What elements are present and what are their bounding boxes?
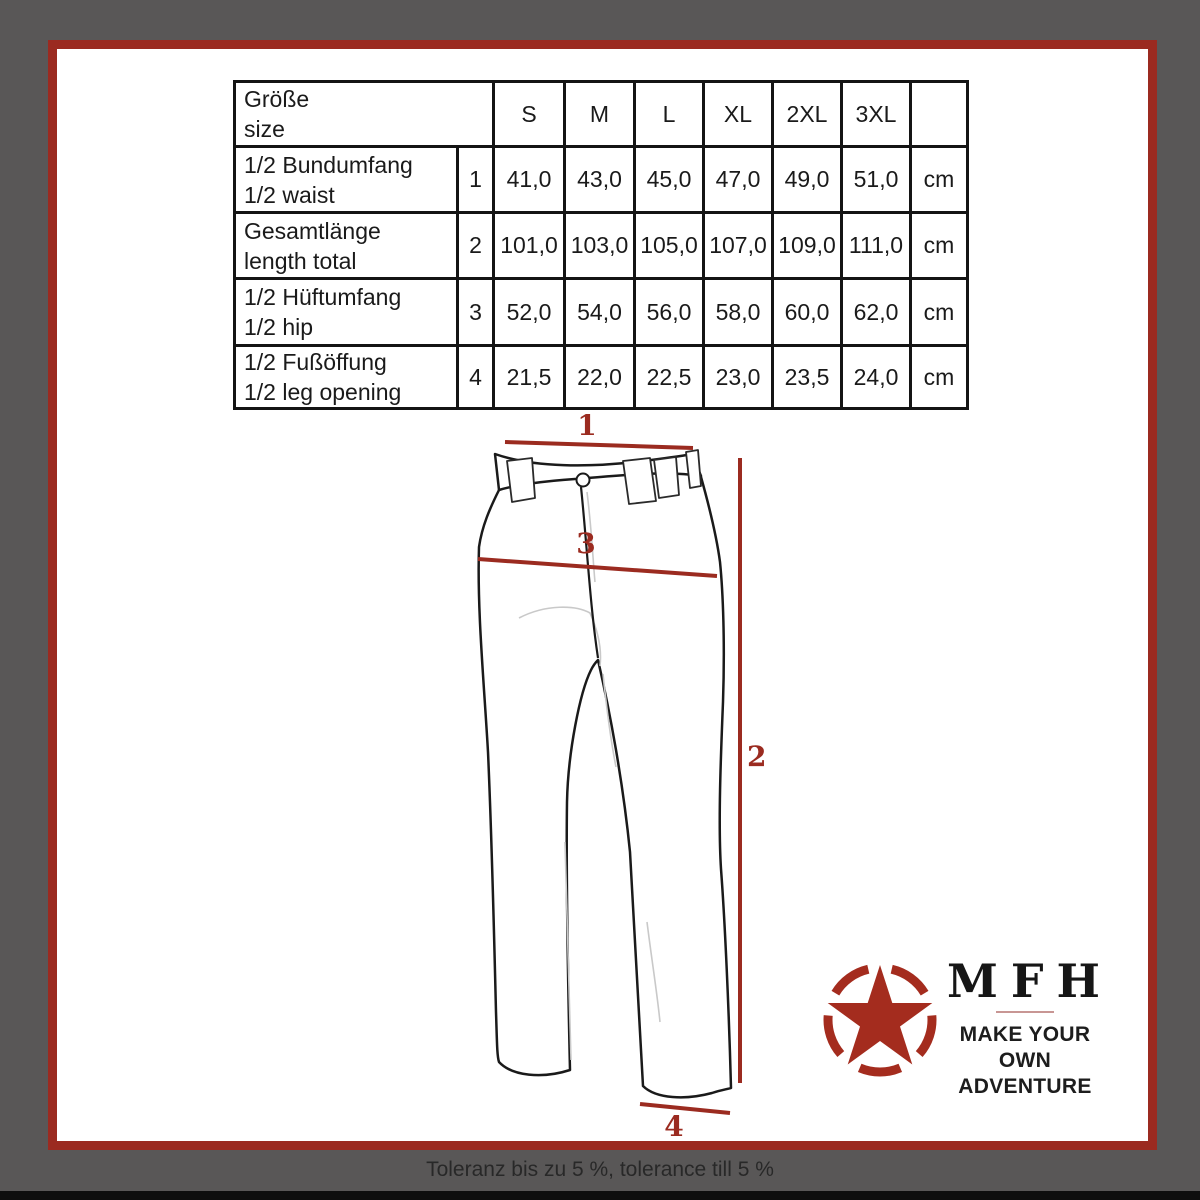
value-cell: 24,0 xyxy=(842,346,911,409)
table-row-hip xyxy=(235,279,968,346)
value-cell: 49,0 xyxy=(773,147,842,213)
value-cell: 103,0 xyxy=(565,213,635,279)
row-ref-cell: 1 xyxy=(458,147,494,213)
value-cell: 109,0 xyxy=(773,213,842,279)
value-cell: 43,0 xyxy=(565,147,635,213)
row-label-cell xyxy=(235,279,458,346)
value-cell: 45,0 xyxy=(635,147,704,213)
row-label-en: 1/2 leg opening xyxy=(244,379,402,405)
row-label-de: 1/2 Bundumfang xyxy=(244,151,413,178)
value-cell: 22,0 xyxy=(565,346,635,409)
value-cell: 62,0 xyxy=(842,279,911,346)
header-size-3xl: 3XL xyxy=(842,82,911,147)
header-size-l: L xyxy=(635,82,704,147)
bottom-black-bar xyxy=(0,1191,1200,1200)
corner-label-en: size xyxy=(244,116,285,142)
value-cell: 52,0 xyxy=(494,279,565,346)
belt-loop-mid xyxy=(623,458,656,504)
value-cell: 22,5 xyxy=(635,346,704,409)
mfh-star-logo xyxy=(810,950,950,1090)
row-label-de: 1/2 Fußöffung xyxy=(244,349,387,375)
tolerance-note: Toleranz bis zu 5 %, tolerance till 5 % xyxy=(426,1158,774,1181)
measure-label-3: 3 xyxy=(576,527,596,560)
table-row-waist xyxy=(235,147,968,213)
row-ref-cell: 2 xyxy=(458,213,494,279)
table-row-length xyxy=(235,213,968,279)
value-cell: 60,0 xyxy=(773,279,842,346)
value-cell: 21,5 xyxy=(494,346,565,409)
belt-loop-left xyxy=(507,458,535,502)
value-cell: 54,0 xyxy=(565,279,635,346)
row-ref-cell: 4 xyxy=(458,346,494,409)
value-cell: 107,0 xyxy=(704,213,773,279)
value-cell: 101,0 xyxy=(494,213,565,279)
value-cell: 41,0 xyxy=(494,147,565,213)
belt-loop-mid2 xyxy=(654,457,679,498)
waist-button xyxy=(577,474,590,487)
measure-line-1-waist xyxy=(505,442,693,448)
unit-cell: cm xyxy=(911,279,968,346)
tagline-line2: ADVENTURE xyxy=(958,1075,1092,1098)
size-table xyxy=(233,80,969,410)
value-cell: 58,0 xyxy=(704,279,773,346)
header-size-xl: XL xyxy=(704,82,773,147)
unit-cell: cm xyxy=(911,213,968,279)
row-label-cell xyxy=(235,346,458,409)
row-label-cell xyxy=(235,213,458,279)
row-label-cell xyxy=(235,147,458,213)
corner-label-de: Größe xyxy=(244,86,310,112)
tagline-line1: MAKE YOUR OWN xyxy=(959,1023,1091,1072)
brand-divider-line xyxy=(996,1011,1054,1013)
value-cell: 56,0 xyxy=(635,279,704,346)
measure-label-1: 1 xyxy=(577,410,597,442)
row-label-de: Gesamtlänge xyxy=(244,217,381,244)
value-cell: 47,0 xyxy=(704,147,773,213)
header-unit-cell xyxy=(911,82,968,147)
row-label-en: 1/2 waist xyxy=(244,181,335,208)
value-cell: 23,0 xyxy=(704,346,773,409)
pants-legs-outline xyxy=(479,477,731,1097)
logo-text-block xyxy=(935,954,1115,1100)
value-cell: 111,0 xyxy=(842,213,911,279)
row-ref-cell: 3 xyxy=(458,279,494,346)
table-row-leg-opening xyxy=(235,346,968,409)
measure-label-4: 4 xyxy=(664,1110,684,1140)
unit-cell: cm xyxy=(911,346,968,409)
header-size-2xl: 2XL xyxy=(773,82,842,147)
measure-label-2: 2 xyxy=(747,740,767,773)
value-cell: 105,0 xyxy=(635,213,704,279)
unit-cell: cm xyxy=(911,147,968,213)
value-cell: 51,0 xyxy=(842,147,911,213)
brand-name: MFH xyxy=(946,954,1114,1008)
value-cell: 23,5 xyxy=(773,346,842,409)
row-label-en: 1/2 hip xyxy=(244,314,314,340)
measure-line-4-leg-opening xyxy=(640,1104,730,1113)
table-corner-cell xyxy=(235,82,494,147)
pants-measurement-diagram xyxy=(440,410,800,1140)
row-label-de: 1/2 Hüftumfang xyxy=(244,284,402,310)
row-label-en: length total xyxy=(244,247,357,274)
header-size-s: S xyxy=(494,82,565,147)
table-header-row xyxy=(235,82,968,147)
header-size-m: M xyxy=(565,82,635,147)
